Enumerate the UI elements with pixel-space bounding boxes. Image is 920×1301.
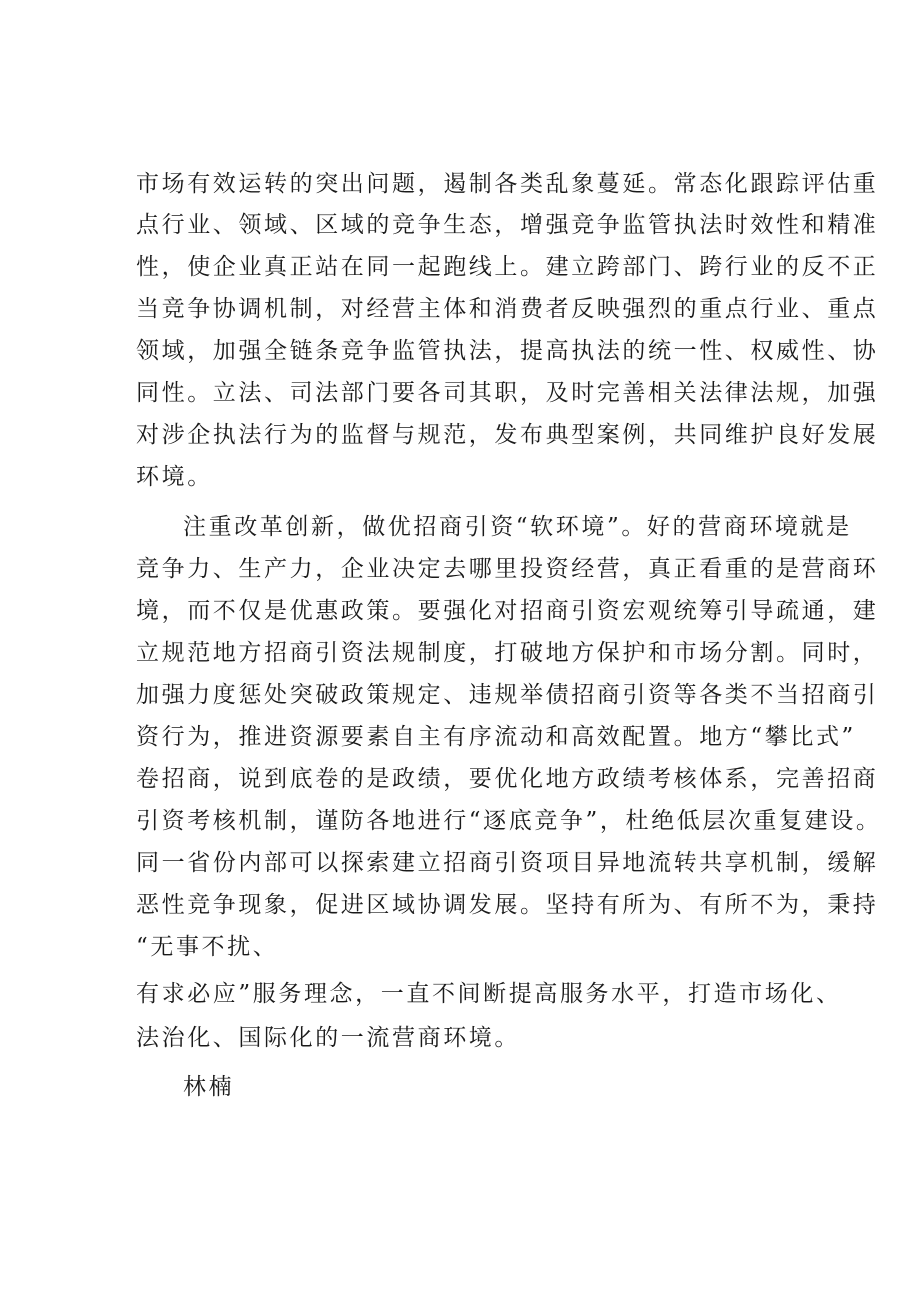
paragraph-line: 当竞争协调机制，对经营主体和消费者反映强烈的重点行业、重点 <box>136 296 879 322</box>
paragraph-line: 市场有效运转的突出问题，遏制各类乱象蔓延。常态化跟踪评估重 <box>136 171 879 197</box>
paragraph-line: 卷招商，说到底卷的是政绩，要优化地方政绩考核体系，完善招商 <box>136 766 879 792</box>
paragraph-line: 引资考核机制，谨防各地进行“逐底竞争”，杜绝低层次重复建设。 <box>136 808 882 834</box>
paragraph-line: 点行业、领域、区域的竞争生态，增强竞争监管执法时效性和精准 <box>136 212 879 238</box>
paragraph-line: 对涉企执法行为的监督与规范，发布典型案例，共同维护良好发展 <box>136 422 879 448</box>
paragraph-line: 注重改革创新，做优招商引资“软环境”。好的营商环境就是 <box>183 514 852 540</box>
paragraph-line: 领域，加强全链条竞争监管执法，提高执法的统一性、权威性、协 <box>136 338 879 364</box>
paragraph-line: 法治化、国际化的一流营商环境。 <box>136 1025 520 1051</box>
paragraph-line: 立规范地方招商引资法规制度，打破地方保护和市场分割。同时， <box>136 640 879 666</box>
paragraph-line: 境，而不仅是优惠政策。要强化对招商引资宏观统筹引导疏通，建 <box>136 598 879 624</box>
paragraph-line: 加强力度惩处突破政策规定、违规举债招商引资等各类不当招商引 <box>136 682 879 708</box>
paragraph-line: 环境。 <box>136 464 213 490</box>
author-signature: 林楠 <box>183 1074 235 1100</box>
paragraph-line: 竞争力、生产力，企业决定去哪里投资经营，真正看重的是营商环 <box>136 556 879 582</box>
paragraph-line: 有求必应”服务理念，一直不间断提高服务水平，打造市场化、 <box>136 981 842 1007</box>
paragraph-line: “无事不扰、 <box>136 934 279 960</box>
paragraph-line: 性，使企业真正站在同一起跑线上。建立跨部门、跨行业的反不正 <box>136 254 879 280</box>
paragraph-line: 资行为，推进资源要素自主有序流动和高效配置。地方“攀比式” <box>136 724 856 750</box>
paragraph-line: 同一省份内部可以探索建立招商引资项目异地流转共享机制，缓解 <box>136 850 879 876</box>
paragraph-line: 恶性竞争现象，促进区域协调发展。坚持有所为、有所不为，秉持 <box>136 892 879 918</box>
paragraph-line: 同性。立法、司法部门要各司其职，及时完善相关法律法规，加强 <box>136 380 879 406</box>
